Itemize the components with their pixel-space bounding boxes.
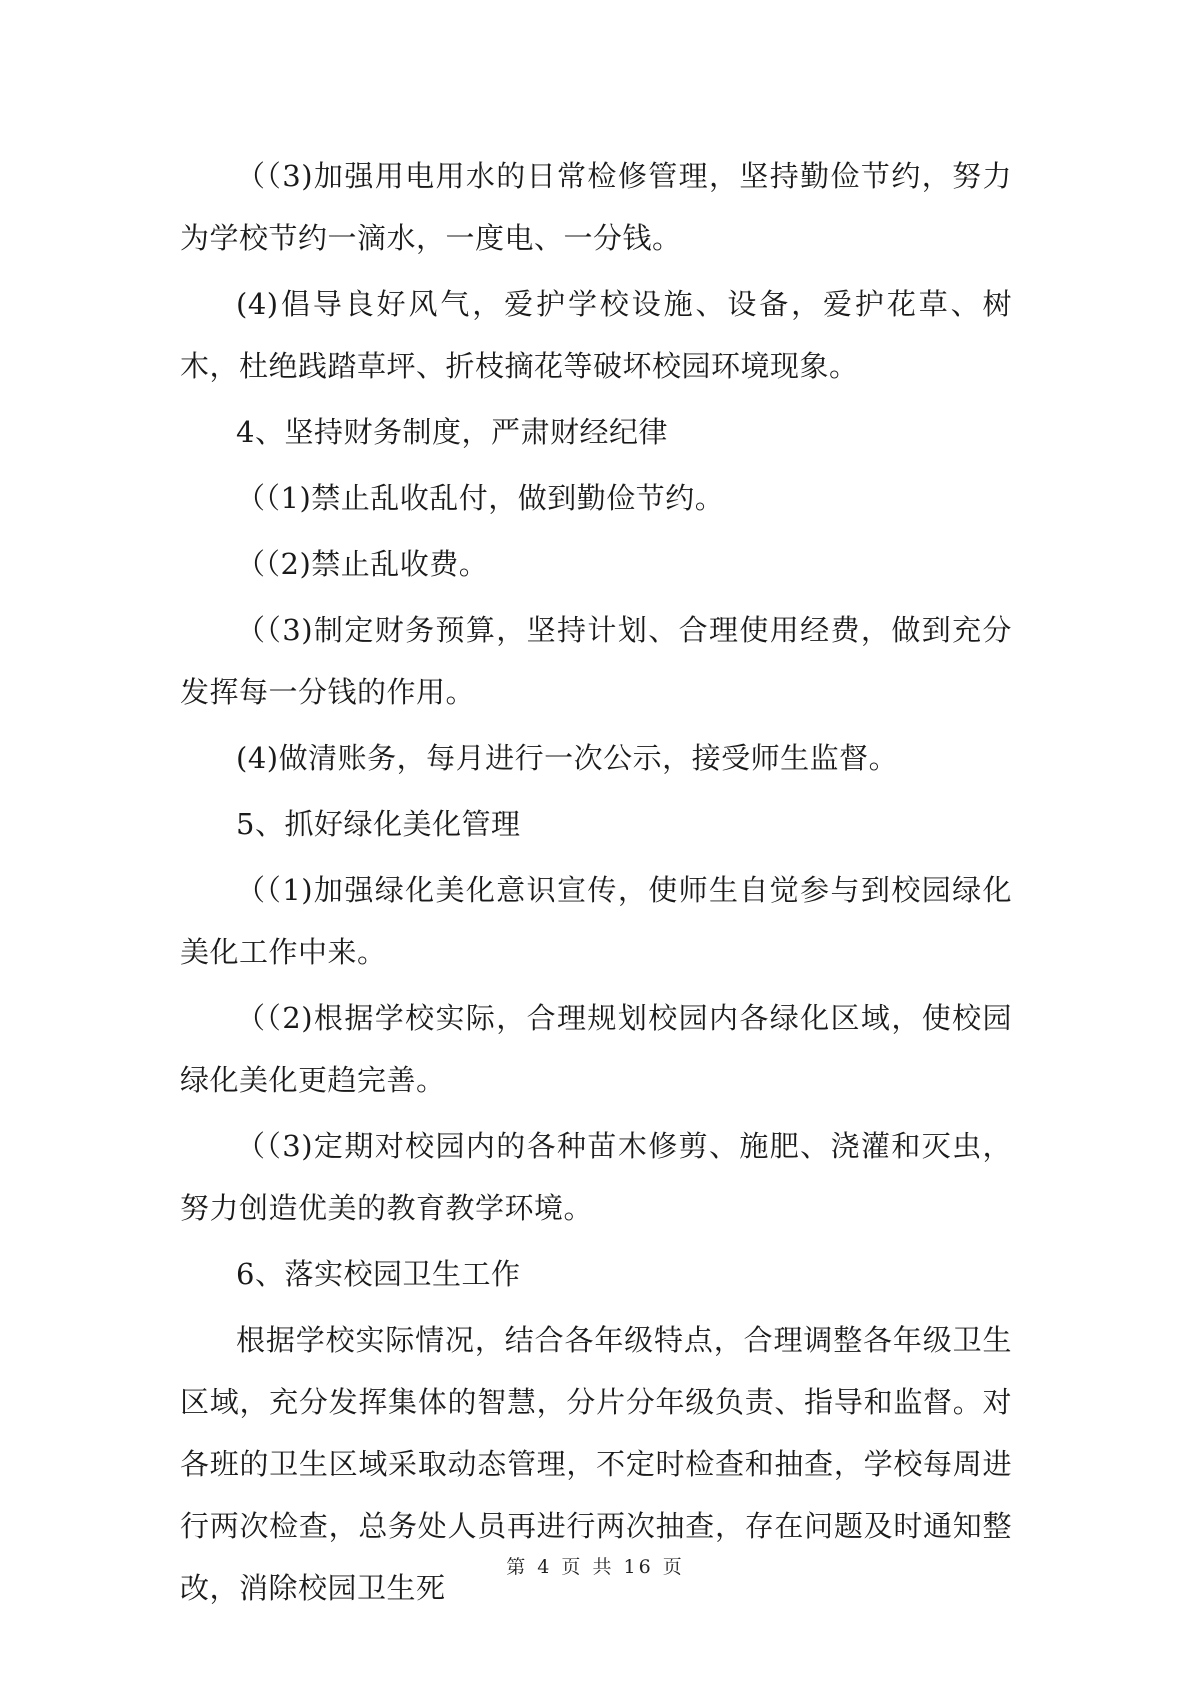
paragraph-finance-3: （（3)制定财务预算，坚持计划、合理使用经费，做到充分发挥每一分钱的作用。 (180, 613, 1012, 709)
paragraph-finance-4: (4)做清账务，每月进行一次公示，接受师生监督。 (236, 741, 899, 775)
paragraph-finance-1: （（1)禁止乱收乱付，做到勤俭节约。 (236, 481, 725, 515)
page-number-footer: 第 4 页 共 16 页 (506, 1556, 685, 1578)
paragraph-hygiene: 根据学校实际情况，结合各年级特点，合理调整各年级卫生区域，充分发挥集体的智慧，分片分年级负责、指导和监督。对各班的卫生区域采取动态管理，不定时检查和抽查，学校每周进行两次检查，总务处人员再进行两次抽查，存在问题及时通知整改，消除校园卫生死 (180, 1323, 1012, 1605)
paragraph-protect-facilities: (4)倡导良好风气，爱护学校设施、设备，爱护花草、树木，杜绝践踏草坪、折枝摘花等破坏校园环境现象。 (180, 287, 1012, 383)
paragraph-greening-3: （（3)定期对校园内的各种苗木修剪、施肥、浇灌和灭虫，努力创造优美的教育教学环境。 (180, 1129, 1012, 1225)
paragraph-greening-2: （（2)根据学校实际，合理规划校园内各绿化区域，使校园绿化美化更趋完善。 (180, 1001, 1012, 1097)
heading-greening: 5、抓好绿化美化管理 (236, 807, 521, 841)
paragraph-water-electricity: （（3)加强用电用水的日常检修管理，坚持勤俭节约，努力为学校节约一滴水，一度电、一分钱。 (180, 159, 1012, 255)
paragraph-greening-1: （（1)加强绿化美化意识宣传，使师生自觉参与到校园绿化美化工作中来。 (180, 873, 1012, 969)
heading-hygiene: 6、落实校园卫生工作 (236, 1257, 521, 1291)
document-body (180, 145, 1012, 1623)
paragraph-finance-2: （（2)禁止乱收费。 (236, 547, 489, 581)
heading-finance: 4、坚持财务制度，严肃财经纪律 (236, 415, 668, 449)
